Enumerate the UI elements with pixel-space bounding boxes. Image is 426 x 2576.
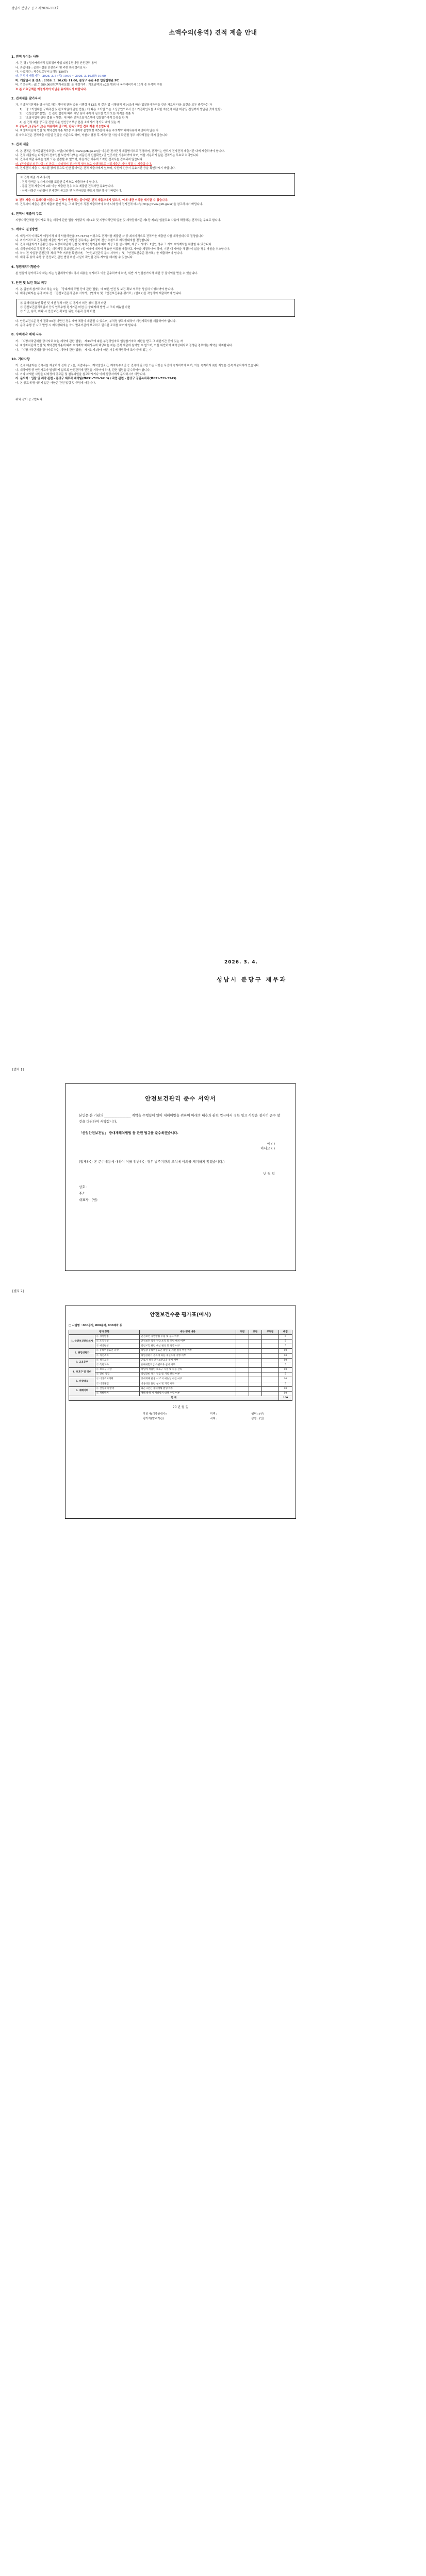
notice-box-line: ⑤ 도급, 용역, 위탁 시 안전보건 확보를 위한 기준과 절차 마련 bbox=[20, 310, 95, 314]
evaluation-score: 5 bbox=[278, 1334, 292, 1339]
evaluation-desc: 근로자 정기 안전보건교육 실시 여부 bbox=[140, 1358, 236, 1363]
evaluation-item: ③ 예산편성 bbox=[95, 1344, 140, 1349]
evaluation-item: ① 유해위험요인 파악 bbox=[95, 1349, 140, 1353]
evaluation-check-cell[interactable] bbox=[249, 1386, 261, 1391]
evaluation-score: 10 bbox=[278, 1368, 292, 1372]
evaluation-score: 10 bbox=[278, 1349, 292, 1353]
evaluation-check-cell[interactable] bbox=[249, 1349, 261, 1353]
evaluation-form-title: 안전보건수준 평가표(예시) bbox=[150, 1312, 211, 1318]
section-line: 나. 계약상대자는 용역 착수 전 「안전보건관리 준수 서약서」(별지1) 및 「안전보건수준 평가표」(별지2)를 작성하여 제출하여야 합니다. bbox=[15, 292, 182, 296]
evaluation-check-cell[interactable] bbox=[261, 1392, 278, 1396]
table-row bbox=[69, 1363, 292, 1367]
notice-box-line: - 상세 사항은 나라장터 전자견적 공고문 및 첨부파일을 반드시 확인하시기 바랍니다. bbox=[20, 189, 122, 193]
evaluation-score: 5 bbox=[278, 1339, 292, 1344]
evaluation-check-cell[interactable] bbox=[249, 1372, 261, 1377]
evaluation-score: 10 bbox=[278, 1377, 292, 1382]
section-heading: 1. 견적 부치는 사항 bbox=[11, 55, 39, 59]
evaluation-date: 20 년 월 일 bbox=[172, 1405, 189, 1410]
evaluation-total-row bbox=[69, 1396, 292, 1401]
evaluation-check-cell[interactable] bbox=[261, 1353, 278, 1358]
evaluation-item: ① 비상조치계획 bbox=[95, 1377, 140, 1382]
evaluation-desc: 위험성평가 결과에 따른 개선조치 이행 여부 bbox=[140, 1353, 236, 1358]
evaluation-table bbox=[69, 1330, 292, 1401]
evaluation-sign1-role: 직책 : bbox=[210, 1412, 217, 1416]
section-line: 다. 견적 제출자가 1인뿐인 경우 지방자치단체 입찰 및 계약집행기준에 따라 재공고를 실시하며, 재공고 시에도 1인인 경우 그 자와 수의계약을 체결할 수 있습니다. bbox=[15, 243, 212, 247]
evaluation-check-cell[interactable] bbox=[249, 1377, 261, 1382]
evaluation-desc: 작업에 적합한 보호구 지급 및 착용 관리 bbox=[140, 1368, 236, 1372]
evaluation-desc: 최근 3년간 중대재해 발생 여부 bbox=[140, 1386, 236, 1391]
evaluation-header-cell: 보완 bbox=[249, 1330, 261, 1334]
evaluation-total-label: 합 계 bbox=[69, 1396, 279, 1401]
evaluation-score: 10 bbox=[278, 1353, 292, 1358]
evaluation-check-cell[interactable] bbox=[236, 1349, 249, 1353]
notice-box-line: ※ 견적 제출 시 주의사항 bbox=[20, 176, 51, 180]
table-row bbox=[69, 1339, 292, 1344]
evaluation-check-cell[interactable] bbox=[249, 1334, 261, 1339]
table-row bbox=[69, 1372, 292, 1377]
evaluation-check-cell[interactable] bbox=[236, 1392, 249, 1396]
notice-body bbox=[11, 55, 303, 402]
evaluation-desc: 작업장 유해위험요인 확인 및 개선 절차 마련 여부 bbox=[140, 1349, 236, 1353]
section-line: 4) 본 견적 제출 공고일 전일 기준 법인등기부상 본점 소재지가 경기도 내에 있는 자 bbox=[20, 121, 120, 124]
notice-box-line: - 견적 금액은 부가가치세를 포함한 총액으로 제출하여야 합니다. bbox=[20, 180, 98, 184]
pledge-paragraph-2: 「산업안전보건법」 중대재해처벌법 등 관련 법규를 준수하겠습니다. bbox=[79, 1131, 178, 1136]
evaluation-form-subtitle: □ 사업명 : 000공사, 000용역, 000제작 등 bbox=[69, 1324, 122, 1327]
evaluation-check-cell[interactable] bbox=[236, 1382, 249, 1386]
table-row bbox=[69, 1368, 292, 1372]
section-line: ※ 공동수급(공동도급)은 허용하지 않으며, 단독으로만 견적 제출 가능합니다. bbox=[15, 125, 110, 129]
closing-note: 위와 같이 공고합니다. bbox=[15, 398, 43, 402]
evaluation-check-cell[interactable] bbox=[249, 1339, 261, 1344]
evaluation-header-cell: 세부 평가 내용 bbox=[140, 1330, 236, 1334]
evaluation-check-cell[interactable] bbox=[249, 1344, 261, 1349]
attachment-label-1: [별지 1] bbox=[12, 1068, 24, 1072]
evaluation-score: 5 bbox=[278, 1344, 292, 1349]
section-line: 3) 「조달사업에 관한 법률 시행령」에 따라 전자조달시스템에 입찰참가자격 등록을 한 자 bbox=[20, 116, 128, 120]
evaluation-desc: 유해위험작업 특별교육 실시 여부 bbox=[140, 1363, 236, 1367]
table-row bbox=[69, 1353, 292, 1358]
evaluation-check-cell[interactable] bbox=[249, 1392, 261, 1396]
table-row bbox=[69, 1382, 292, 1386]
section-heading: 6. 청렴계약이행준수 bbox=[11, 265, 40, 269]
section-heading: 10. 기타사항 bbox=[11, 357, 30, 361]
evaluation-check-cell[interactable] bbox=[236, 1344, 249, 1349]
evaluation-desc: 비상대응 훈련 실시 및 기록 여부 bbox=[140, 1382, 236, 1386]
evaluation-group: 5. 비상대응 bbox=[69, 1377, 95, 1386]
section-line: 본 입찰에 참가하고자 하는 자는 청렴계약이행서약서 내용을 숙지하고 이를 준수하여야 하며, 위반 시 입찰참가자격 제한 등 불이익을 받을 수 있습니다. bbox=[15, 272, 198, 276]
evaluation-check-cell[interactable] bbox=[261, 1334, 278, 1339]
evaluation-score: 5 bbox=[278, 1363, 292, 1367]
evaluation-group: 3. 교육훈련 bbox=[69, 1358, 95, 1367]
evaluation-item: ② 조직구성 bbox=[95, 1339, 140, 1344]
section-line: ※ 본 기초금액은 예정가격이 아님을 유의하시기 바랍니다. bbox=[15, 88, 87, 91]
evaluation-check-cell[interactable] bbox=[236, 1363, 249, 1367]
evaluation-score: 10 bbox=[278, 1358, 292, 1363]
evaluation-table-header bbox=[69, 1330, 292, 1334]
evaluation-sign1-label: 작성자(계약상대자) bbox=[143, 1412, 167, 1416]
evaluation-check-cell[interactable] bbox=[249, 1358, 261, 1363]
pledge-paragraph-1: 본인은 본 기관의 ________________ 계약을 수행함에 있어 재해예방을 위하여 아래의 내용과 관련 법규에서 정한 필요 사항을 철저히 준수 할 것을 다짐하며 서약합니다. bbox=[79, 1113, 281, 1124]
evaluation-check-cell[interactable] bbox=[236, 1372, 249, 1377]
notice-box-line: - 동일 견적 제출자가 2회 이상 제출한 경우 최초 제출한 견적서만 유효합니다. bbox=[20, 185, 114, 189]
evaluation-score: 5 bbox=[278, 1372, 292, 1377]
section-line: 가. 건 명 : 정자카페거리 일도정비사업 소방유람마당 안전관리 용역 bbox=[15, 62, 97, 65]
evaluation-item: ② 특별교육 bbox=[95, 1363, 140, 1367]
notice-number: 성남시 분당구 공고 제2026-113호 bbox=[11, 7, 59, 10]
section-line: 바. 계약 후 용역 수행 중 안전보건 관련 법령 위반 사실이 확인될 경우 계약을 해지할 수 있습니다. bbox=[15, 256, 134, 260]
evaluation-check-cell[interactable] bbox=[261, 1363, 278, 1367]
closing-date: 2026. 3. 4. bbox=[224, 960, 258, 965]
evaluation-item: ① 보호구 지급 bbox=[95, 1368, 140, 1372]
evaluation-item: ② 장비 점검 bbox=[95, 1372, 140, 1377]
evaluation-desc: 안전보건 관련 예산 편성 및 집행 여부 bbox=[140, 1344, 236, 1349]
evaluation-score: 5 bbox=[278, 1382, 292, 1386]
section-line: 라. 계약상대자로 결정된 자는 계약체결 통보일로부터 7일 이내에 계약에 필요한 서류를 제출하고 계약을 체결하여야 하며, 기간 내 계약을 체결하지 않을 경우 낙찰을 취소합니다. bbox=[15, 247, 230, 251]
closing-signer: 성남시 분당구 재무과 bbox=[217, 976, 287, 983]
section-heading: 3. 견적 제출 bbox=[11, 143, 29, 147]
evaluation-group: 4. 보호구 및 장비 bbox=[69, 1368, 95, 1377]
document-title: 소액수의(용역) 견적 제출 안내 bbox=[169, 29, 257, 36]
section-line: 나. 지방자치단체 입찰 및 계약집행기준에 따라 수의계약 배제사유에 해당하는 자는 견적 제출에 참여할 수 없으며, 이를 위반하여 계약상대자로 결정된 경우에는 계약을 해지합니다. bbox=[15, 344, 233, 348]
evaluation-check-cell[interactable] bbox=[261, 1372, 278, 1377]
section-line: 나. 견적 제출자는 나라장터 전자입찰 보안카드(또는 지문인식 신원확인) 및 인증서를 사용하여야 하며, 이를 사용하지 않은 견적서는 무효로 처리합니다. bbox=[15, 154, 200, 157]
pledge-sign-company: 상호 : bbox=[79, 1184, 88, 1189]
section-line: 1) 「중소기업제품 구매촉진 및 판로지원에 관한 법률」에 따른 소기업 또는 소상공인으로서 중소기업확인서를 소지한 자(견적 제출 마감일 전일까지 발급된 것에 한함) bbox=[20, 108, 222, 111]
section-line: ※ 견적 제출 시 유의사항 미준수로 인하여 발생하는 불이익은 견적 제출자에게 있으며, 이에 대한 이의를 제기할 수 없습니다. bbox=[15, 198, 169, 202]
section-heading: 5. 계약자 결정방법 bbox=[11, 228, 38, 232]
notice-box bbox=[17, 299, 295, 317]
section-heading: 7. 안전 및 보건 확보 의무 bbox=[11, 281, 47, 285]
evaluation-check-cell[interactable] bbox=[261, 1386, 278, 1391]
evaluation-check-cell[interactable] bbox=[261, 1358, 278, 1363]
evaluation-check-cell[interactable] bbox=[236, 1353, 249, 1358]
pledge-date: 년 월 일 bbox=[263, 1171, 275, 1176]
evaluation-header-cell: 배점 bbox=[278, 1330, 292, 1334]
evaluation-check-cell[interactable] bbox=[261, 1349, 278, 1353]
attachment-label-2: [별지 2] bbox=[12, 1290, 24, 1293]
evaluation-item: ② 재발방지 bbox=[95, 1392, 140, 1396]
section-line: 위 자격요건은 견적제출 마감일 전일을 기준으로 하며, 낙찰자 결정 후 자격미달 사실이 확인될 경우 계약체결을 하지 않습니다. bbox=[15, 133, 169, 137]
evaluation-group: 1. 안전보건관리체계 bbox=[69, 1334, 95, 1349]
section-line: 가. 예정가격 이하로서 예정가격 대비 낙찰하한율(87.745%) 이상으로 견적서를 제출한 자 중 최저가격으로 견적서를 제출한 자를 계약상대자로 결정합니다. bbox=[15, 234, 205, 238]
evaluation-item: ① 정기교육 bbox=[95, 1358, 140, 1363]
evaluation-desc: 재해 발생 시 재발방지 대책 수립 여부 bbox=[140, 1392, 236, 1396]
evaluation-check-cell[interactable] bbox=[261, 1382, 278, 1386]
notice-box-line: ③ 안전보건관리책임자 등의 업무수행 평가기준 마련 ④ 중대재해 발생 시 조치 매뉴얼 마련 bbox=[20, 306, 130, 309]
section-line: 나. 과업내용 : 공원시설물 안전관리 및 주변 환경정리(1식) bbox=[15, 66, 87, 70]
section-line: 라. 견적서 제출기간 : 2026. 3. 5.(목) 10:00 ~ 2026. 3. 10.(화) 10:00 bbox=[15, 75, 106, 78]
section-heading: 4. 견적서 제출의 무효 bbox=[11, 212, 42, 216]
section-line: 가. 지방자치단체를 당사자로 하는 계약에 관한 법률 시행령 제13조 및 같은 법 시행규칙 제14조에 따라 입찰참가자격을 갖춘 자로서 다음 요건을 모두 충족하는 자 bbox=[15, 104, 212, 107]
section-line: 가. 본 입찰에 참가하고자 하는 자는 「중대재해 처벌 등에 관한 법률」에 따른 안전 및 보건 확보 의무를 성실히 이행하여야 합니다. bbox=[15, 287, 174, 291]
section-line: 나. 계약이행 중 안전사고가 발생하지 않도록 안전관리에 만전을 기하여야 하며, 관련 법령을 준수하여야 합니다. bbox=[15, 368, 151, 372]
section-line: 마. 전자견적 제출 시 시스템 장애 등으로 인한 불이익은 견적 제출자에게 있으며, 사전에 인증서 유효기간 등을 확인하시기 바랍니다. bbox=[15, 167, 176, 171]
pledge-sign-address: 주소 : bbox=[79, 1191, 88, 1196]
evaluation-sign2-role: 직책 : bbox=[210, 1417, 217, 1421]
evaluation-sign1-name: 성명 : (인) bbox=[251, 1412, 265, 1416]
pledge-form-title: 안전보건관리 준수 서약서 bbox=[145, 1095, 216, 1102]
evaluation-item: ② 개선조치 bbox=[95, 1353, 140, 1358]
safety-evaluation-form bbox=[65, 1306, 296, 1519]
evaluation-sign2-name: 성명 : (인) bbox=[251, 1417, 265, 1421]
section-line: 바. 기초금액 : 금17,580,000원(부가세포함) ※ 예정가격 : 기초금액의 ±2% 범위 내 복수예비가격 15개 중 무작위 추첨 bbox=[15, 83, 162, 87]
section-line: 다. 사업기간 : 착수일로부터 5개월(150일) bbox=[15, 71, 68, 74]
section-line: 2) 「건설산업기본법」 등 관련 법령에 따라 해당 용역 수행에 필요한 면허 또는 자격을 갖춘 자 bbox=[20, 112, 135, 115]
evaluation-check-cell[interactable] bbox=[236, 1358, 249, 1363]
table-row bbox=[69, 1386, 292, 1391]
table-row bbox=[69, 1392, 292, 1396]
table-row bbox=[69, 1349, 292, 1353]
section-line: 마. 개찰일시 및 장소 : 2026. 3. 10.(화) 11:00, 분당구 본관 4층 입찰집행관 PC bbox=[15, 79, 119, 82]
evaluation-check-cell[interactable] bbox=[261, 1344, 278, 1349]
evaluation-score: 10 bbox=[278, 1386, 292, 1391]
evaluation-check-cell[interactable] bbox=[249, 1368, 261, 1372]
section-line: 마. 착수 전 사업장 안전관리 체계 구축 여부를 확인하며, 「안전보건관리 준수 서약서」 및 「안전보건수준 평가표」를 제출하여야 합니다. bbox=[15, 252, 183, 256]
section-line: 마. 본 공고에 명시되지 않은 사항은 관련 법령 및 규정에 따릅니다. bbox=[15, 381, 96, 385]
evaluation-item: ① 경영방침 bbox=[95, 1334, 140, 1339]
evaluation-check-cell[interactable] bbox=[249, 1353, 261, 1358]
table-row bbox=[69, 1377, 292, 1382]
section-line: 라. 용역 수행 중 사고 발생 시 계약상대자는 즉시 발주기관에 보고하고 필요한 조치를 하여야 합니다. bbox=[15, 324, 137, 328]
pledge-check-no[interactable]: 아니요 ( ) bbox=[260, 1146, 275, 1151]
evaluation-check-cell[interactable] bbox=[261, 1368, 278, 1372]
safety-pledge-form bbox=[65, 1083, 296, 1271]
notice-box-line: ① 유해위험요인 확인 및 개선 절차 마련 ② 종사자 의견 청취 절차 마련 bbox=[20, 301, 106, 305]
section-line: 다. 「지방자치단체를 당사자로 하는 계약에 관한 법률」 제7조 제1항에 따른 사유에 해당하여 조사 중에 있는 자 bbox=[15, 348, 152, 352]
evaluation-sign2-label: 평가자(발주기관) bbox=[143, 1417, 164, 1421]
evaluation-score: 10 bbox=[278, 1392, 292, 1396]
section-line: 다. 안전보건수준 평가 결과 60점 미만인 경우 계약 체결이 제한될 수 있으며, 부적정 항목에 대하여 개선계획서를 제출하여야 합니다. bbox=[15, 319, 176, 323]
section-line: 다. 기타 자세한 사항은 나라장터 공고문 및 첨부파일을 참고하시거나 아래 담당자에게 문의하시기 바랍니다. bbox=[15, 372, 146, 376]
section-line: 라. [전자입찰 의무사항] 본 공고는 나라장터 전자견적 방식으로 시행하므로 서류제출은 계약 체결 시 제출합니다. bbox=[15, 162, 152, 166]
pledge-sign-name: 대표자 : (인) bbox=[79, 1198, 97, 1202]
section-line: 나. 최저가격으로 견적서를 제출한 자가 2인 이상인 경우에는 나라장터 전산 추첨으로 계약상대자를 결정합니다. bbox=[15, 239, 151, 242]
evaluation-total-score: 100 bbox=[278, 1396, 292, 1401]
evaluation-check-cell[interactable] bbox=[261, 1377, 278, 1382]
evaluation-check-cell[interactable] bbox=[236, 1334, 249, 1339]
evaluation-check-cell[interactable] bbox=[249, 1382, 261, 1386]
evaluation-header-cell: 부적정 bbox=[261, 1330, 278, 1334]
section-line: 지방자치단체를 당사자로 하는 계약에 관한 법률 시행규칙 제42조 및 지방자치단체 입찰 및 계약집행기준 제1장 제3절 입찰무효 사유에 해당하는 견적서는 무효로 합니다. bbox=[15, 218, 221, 222]
section-line: 다. 견적서 제출 후에는 철회 또는 변경할 수 없으며, 마감시간 이후에 도착한 견적서는 접수되지 않습니다. bbox=[15, 158, 143, 162]
evaluation-item: ① 산업재해 발생 bbox=[95, 1386, 140, 1391]
section-heading: 2. 견적제출 참가자격 bbox=[11, 96, 41, 100]
pledge-paragraph-3: (입제하는 본 준수내용에 대하여 이를 위반하는 경우 발주기관의 조치에 이의를 제기하지 않겠습니다.) bbox=[79, 1160, 225, 1164]
table-row bbox=[69, 1334, 292, 1339]
evaluation-desc: 작업장비 정기 점검 및 기록 관리 여부 bbox=[140, 1372, 236, 1377]
section-line: 가. 견적 제출자는 견적서를 제출하기 전에 공고문, 과업내용서, 계약일반조건, 계약특수조건 등 견적에 필요한 모든 사항을 사전에 숙지하여야 하며, 이를 숙지하지 못한 책임은 견적 제출자에게 있습니다. bbox=[15, 364, 260, 368]
evaluation-check-cell[interactable] bbox=[236, 1386, 249, 1391]
section-line: 나. 지방자치단체 입찰 및 계약집행기준 제5장 수의계약 운영요령 제5절에 따른 수의계약 배제사유에 해당하지 않는 자 bbox=[15, 129, 159, 133]
evaluation-check-cell[interactable] bbox=[249, 1363, 261, 1367]
evaluation-check-cell[interactable] bbox=[261, 1339, 278, 1344]
section-line: 가. 본 견적은 국가종합전자조달시스템(나라장터, www.g2b.go.kr)을 이용한 전자견적 제출방식으로 집행하며, 견적서는 반드시 전자견적 제출기간 내에 제출하여야 합니다. bbox=[15, 149, 225, 153]
table-row bbox=[69, 1358, 292, 1363]
evaluation-check-cell[interactable] bbox=[236, 1368, 249, 1372]
pledge-check-yes[interactable]: 예 ( ) bbox=[267, 1141, 275, 1146]
evaluation-desc: 안전보건 경영방침 수립 및 공표 여부 bbox=[140, 1334, 236, 1339]
evaluation-header-cell: 적정 bbox=[236, 1330, 249, 1334]
section-line: 가. 「지방자치단체를 당사자로 하는 계약에 관한 법률」 제33조에 따른 부정당업자로 입찰참가자격 제한을 받고 그 제한기간 중에 있는 자 bbox=[15, 340, 183, 343]
section-line: 라. 문의처 : 입찰 및 계약 관련 - 분당구 재무과 계약팀(☎031-729-5413) / 과업 관련 - 분당구 공원녹지과(☎031-729-7543) bbox=[15, 377, 176, 381]
evaluation-check-cell[interactable] bbox=[236, 1339, 249, 1344]
evaluation-header-cell: 평가 항목 bbox=[69, 1330, 140, 1334]
evaluation-item: ② 비상훈련 bbox=[95, 1382, 140, 1386]
notice-box bbox=[17, 173, 295, 196]
evaluation-desc: 중대재해 발생 시 조치 매뉴얼 마련 여부 bbox=[140, 1377, 236, 1382]
evaluation-group: 6. 재해이력 bbox=[69, 1386, 95, 1396]
evaluation-desc: 안전보건 업무 전담 조직 및 인력 배치 여부 bbox=[140, 1339, 236, 1344]
section-line: 바. 견적서의 제출은 견적 제출자 본인 또는 그 대리인이 직접 제출하여야 하며 나라장터 전자견적 매뉴얼(http://www.g2b.go.kr)을 참고하시기 바랍니다. bbox=[15, 203, 203, 207]
section-heading: 8. 수의계약 배제 사유 bbox=[11, 333, 42, 337]
evaluation-check-cell[interactable] bbox=[236, 1377, 249, 1382]
evaluation-group: 2. 위험성평가 bbox=[69, 1349, 95, 1358]
table-row bbox=[69, 1344, 292, 1349]
